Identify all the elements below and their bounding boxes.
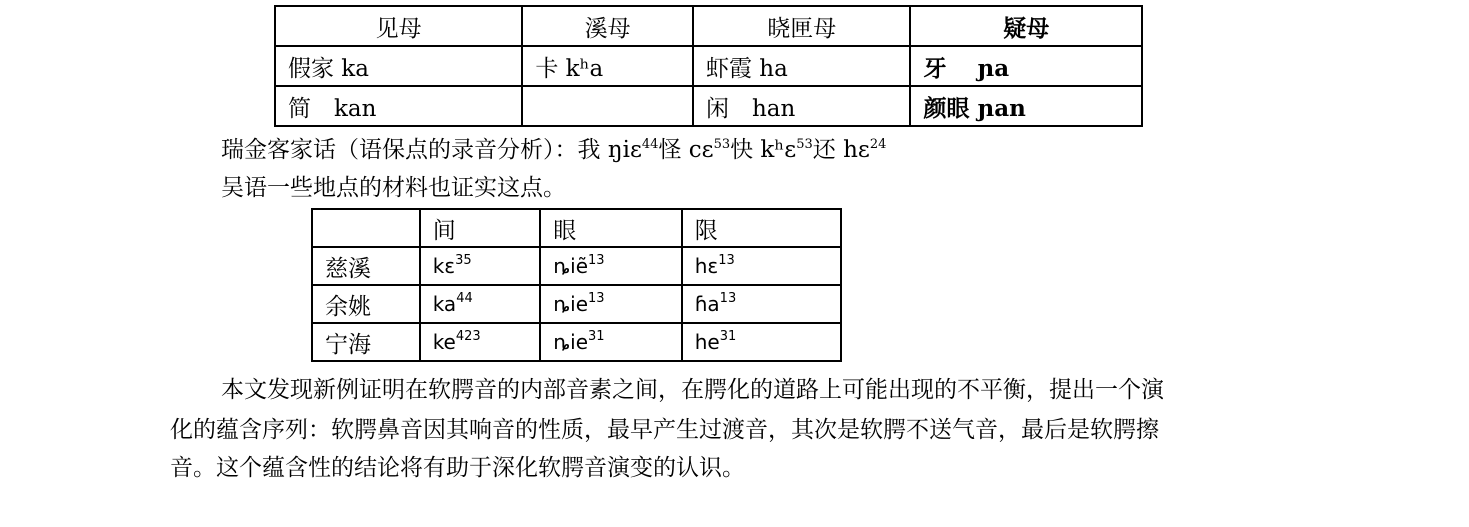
table-cell	[275, 86, 522, 126]
table-cell: hɛ$^{13}$	[682, 247, 841, 285]
table-cell: $ka^{44}$	[420, 285, 541, 323]
cell-ipa: ha	[751, 55, 788, 82]
table-row	[312, 285, 841, 323]
table-header-row	[275, 6, 1142, 46]
conclusion-line-3: 音。这个蕴含性的结论将有助于深化软腭音演变的认识。	[170, 455, 745, 481]
table-cell	[693, 86, 911, 126]
table-cell: $ke^{423}$	[420, 323, 541, 361]
header-cell: 晓匣母	[693, 6, 911, 46]
header-cell: 限	[682, 209, 841, 247]
table-cell: kɛ$^{35}$	[420, 247, 541, 285]
wu-dialect-paragraph: 吴语一些地点的材料也证实这点。	[221, 175, 566, 201]
table-cell	[522, 86, 693, 126]
conclusion-line-1: 本文发现新例证明在软腭音的内部音素之间，在腭化的道路上可能出现的不平衡，提出一个演	[221, 377, 1164, 403]
cell-ipa: ɲa	[946, 54, 1010, 82]
header-cell: 见母	[275, 6, 522, 46]
cell-char: 虾霞	[705, 55, 752, 82]
example-item: 快 kʰɛ$^{53}$	[730, 137, 813, 163]
cell-ipa: ka	[334, 55, 369, 82]
table-cell: ɦa$^{13}$	[682, 285, 841, 323]
table-cell	[910, 86, 1142, 126]
header-cell	[312, 209, 420, 247]
table-row	[275, 46, 1142, 86]
place-cell: 宁海	[312, 323, 420, 361]
cell-ipa: kan	[311, 95, 377, 122]
example-item: 怪 cɛ$^{53}$	[658, 137, 731, 163]
header-cell: 溪母	[522, 6, 693, 46]
header-cell: 间	[420, 209, 541, 247]
header-cell: 眼	[540, 209, 681, 247]
table-cell: ȵie$^{31}$	[540, 323, 681, 361]
cell-ipa: han	[728, 95, 796, 122]
table-cell	[693, 46, 911, 86]
table-cell	[522, 46, 693, 86]
table-row	[275, 86, 1142, 126]
cell-char: 颜眼	[923, 94, 970, 122]
table-row	[312, 247, 841, 285]
table-cell	[275, 46, 522, 86]
table-row	[312, 323, 841, 361]
table-cell: ȵiẽ$^{13}$	[540, 247, 681, 285]
cell-char: 简	[288, 95, 311, 122]
cell-char: 闲	[705, 95, 729, 122]
paragraph-prefix: 瑞金客家话（语保点的录音分析）：	[221, 137, 578, 163]
place-cell: 慈溪	[312, 247, 420, 285]
cell-ipa: kʰa	[558, 55, 604, 82]
example-item: 我 ŋiɛ$^{44}$	[577, 137, 659, 163]
conclusion-line-2: 化的蕴含序列：软腭鼻音因其响音的性质，最早产生过渡音，其次是软腭不送气音，最后是软腭擦	[170, 417, 1159, 443]
table-header-row	[312, 209, 841, 247]
initials-table	[274, 5, 1143, 127]
ruijin-hakka-paragraph	[221, 130, 886, 170]
table-cell	[910, 46, 1142, 86]
header-cell: 疑母	[910, 6, 1142, 46]
table-cell: ȵie$^{13}$	[540, 285, 681, 323]
cell-char: 假家	[288, 55, 334, 82]
table-cell: $he^{31}$	[682, 323, 841, 361]
wu-dialect-table	[311, 208, 842, 362]
cell-char: 卡	[535, 55, 559, 82]
cell-char: 牙	[923, 54, 947, 82]
cell-ipa: ɲan	[969, 94, 1026, 122]
example-item: 还 hɛ$^{24}$	[812, 137, 887, 163]
place-cell: 余姚	[312, 285, 420, 323]
